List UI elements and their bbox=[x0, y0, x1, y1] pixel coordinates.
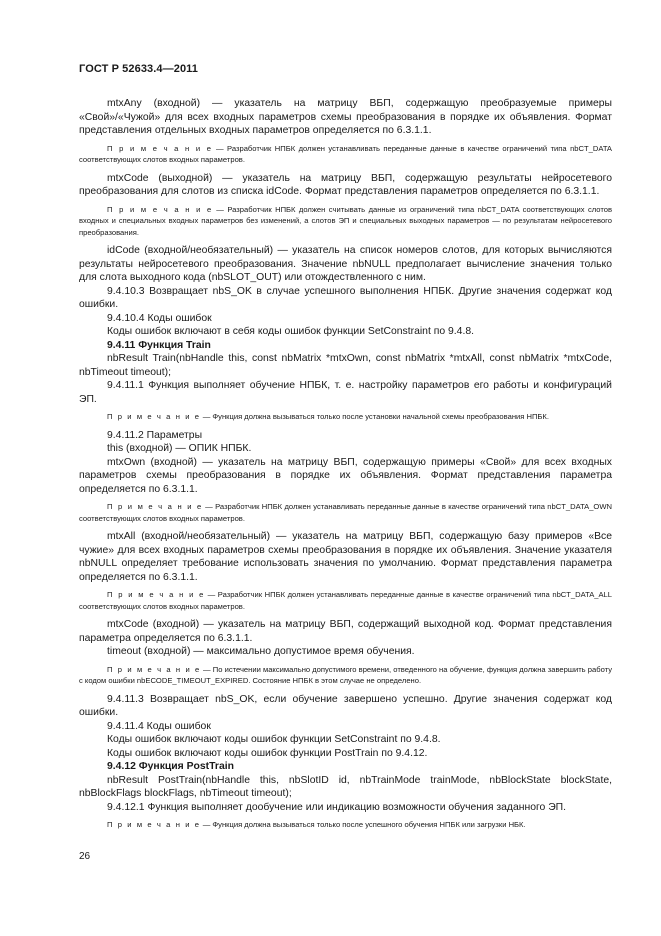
body-paragraph: 9.4.10.3 Возвращает nbS_OK в случае успешного выполнения НПБК. Другие значения содержат код ошибки. bbox=[79, 285, 612, 310]
note-paragraph bbox=[79, 411, 612, 423]
document-body bbox=[79, 97, 612, 837]
body-paragraph: 9.4.12.1 Функция выполняет дообучение или индикацию возможности обучения заданного ЭП. bbox=[107, 801, 567, 813]
body-paragraph: Коды ошибок включают коды ошибок функции SetConstraint по 9.4.8. bbox=[107, 734, 441, 745]
note-paragraph bbox=[79, 501, 612, 524]
note-text: — Разработчик НПБК должен устанавливать переданные данные в качестве ограничений типа nbCT_DATA_OWN соответствующих слотов входных параметров. bbox=[79, 502, 612, 523]
body-paragraph: this (входной) — ОПИК НПБК. bbox=[107, 443, 252, 454]
note-label: П р и м е ч а н и е bbox=[107, 590, 205, 599]
page-number: 26 bbox=[79, 851, 91, 862]
note-paragraph bbox=[79, 204, 612, 239]
body-paragraph: 9.4.11.1 Функция выполняет обучение НПБК, т. е. настройку параметров его работы и конфигураций ЭП. bbox=[79, 380, 612, 405]
note-label: П р и м е ч а н и е bbox=[107, 204, 213, 214]
body-paragraph: mtxAll (входной/необязательный) — указатель на матрицу ВБП, содержащую базу примеров «Все чужие» для всех входных параметров схемы преобразования в порядке их объявления. Значение указателя nbNULL определяет требование использовать значения по умолчанию. Формат представления параметра определяется по 6.3.1.1. bbox=[79, 531, 612, 583]
note-paragraph bbox=[79, 143, 612, 166]
body-paragraph: idCode (входной/необязательный) — указатель на список номеров слотов, для которых вычисляются результаты нейросетевого преобразования. Значение nbNULL предполагает вычисление значения только для слота выходного кода (nbSLOT_OUT) или отождествленного с ним. bbox=[79, 245, 612, 283]
note-text: — Разработчик НПБК должен считывать данные из ограничений типа nbCT_DATA соответствующих слотов входных и специальных входных параметров без изменений, а слотов ЭП и специальных выходных параметров — по результатам нейросетевого преобразования. bbox=[79, 204, 612, 237]
body-paragraph: mtxCode (выходной) — указатель на матрицу ВБП, содержащую результаты нейросетевого преобразования для слотов из списка idCode. Формат представления параметров определяется по 6.3.1.1. bbox=[79, 172, 612, 197]
body-paragraph: 9.4.11.3 Возвращает nbS_OK, если обучение завершено успешно. Другие значения содержат код ошибки. bbox=[79, 693, 612, 718]
body-paragraph: mtxAny (входной) — указатель на матрицу ВБП, содержащую преобразуемые примеры «Свой»/«Чужой» для всех входных параметров схемы преобразования в порядке их объявления. Формат представления отдельных входных параметров определяется по 6.3.1.1. bbox=[79, 98, 612, 136]
body-paragraph: 9.4.10.4 Коды ошибок bbox=[107, 312, 212, 324]
body-paragraph: 9.4.11.4 Коды ошибок bbox=[107, 720, 211, 732]
body-paragraph: nbResult PostTrain(nbHandle this, nbSlotID id, nbTrainMode trainMode, nbBlockState blockState, nbBlockFlags blockFlags, nbTimeout timeout); bbox=[79, 774, 612, 799]
section-heading: 9.4.12 Функция PostTrain bbox=[107, 761, 234, 772]
section-heading: 9.4.11 Функция Train bbox=[107, 339, 211, 351]
note-text: — Разработчик НПБК должен устанавливать переданные данные в качестве ограничений типа nbCT_DATA_ALL соответствующих слотов входных параметров. bbox=[79, 590, 612, 611]
note-text: — По истечении максимально допустимого времени, отведенного на обучение, функция должна завершить работу с кодом ошибки nbECODE_TIMEOUT_EXPIRED. Состояние НПБК в этом случае не определено. bbox=[79, 664, 612, 685]
note-text: — Функция должна вызываться только после успешного обучения НПБК или загрузки НБК. bbox=[200, 820, 526, 829]
note-label: П р и м е ч а н и е bbox=[107, 820, 201, 829]
note-label: П р и м е ч а н и е bbox=[107, 143, 213, 153]
page-header: ГОСТ Р 52633.4—2011 bbox=[79, 63, 199, 75]
note-text: — Функция должна вызываться только после установки начальной схемы преобразования НПБК. bbox=[200, 412, 549, 421]
note-text: — Разработчик НПБК должен устанавливать переданные данные в качестве ограничений типа nbCT_DATA соответствующих слотов входных параметров. bbox=[79, 143, 612, 164]
note-label: П р и м е ч а н и е bbox=[107, 664, 201, 674]
note-paragraph bbox=[79, 819, 612, 831]
body-paragraph: mtxOwn (входной) — указатель на матрицу ВБП, содержащую примеры «Свой» для всех входных параметров схемы преобразования в порядке их объявления. Формат представления параметра определяется по 6.3.1.1. bbox=[79, 456, 612, 495]
note-paragraph bbox=[79, 664, 612, 687]
body-paragraph: nbResult Train(nbHandle this, const nbMatrix *mtxOwn, const nbMatrix *mtxAll, const nbMatrix *mtxCode, nbTimeout timeout); bbox=[79, 353, 612, 378]
note-label: П р и м е ч а н и е bbox=[107, 502, 203, 511]
body-paragraph: mtxCode (входной) — указатель на матрицу ВБП, содержащий выходной код. Формат представления параметра определяется по 6.3.1.1. bbox=[79, 619, 612, 644]
note-label: П р и м е ч а н и е bbox=[107, 412, 201, 421]
body-paragraph: 9.4.11.2 Параметры bbox=[107, 429, 203, 441]
note-paragraph bbox=[79, 589, 612, 612]
body-paragraph: timeout (входной) — максимально допустимое время обучения. bbox=[107, 646, 415, 657]
body-paragraph: Коды ошибок включают коды ошибок функции PostTrain по 9.4.12. bbox=[107, 747, 428, 759]
body-paragraph: Коды ошибок включают в себя коды ошибок функции SetConstraint по 9.4.8. bbox=[107, 326, 475, 337]
